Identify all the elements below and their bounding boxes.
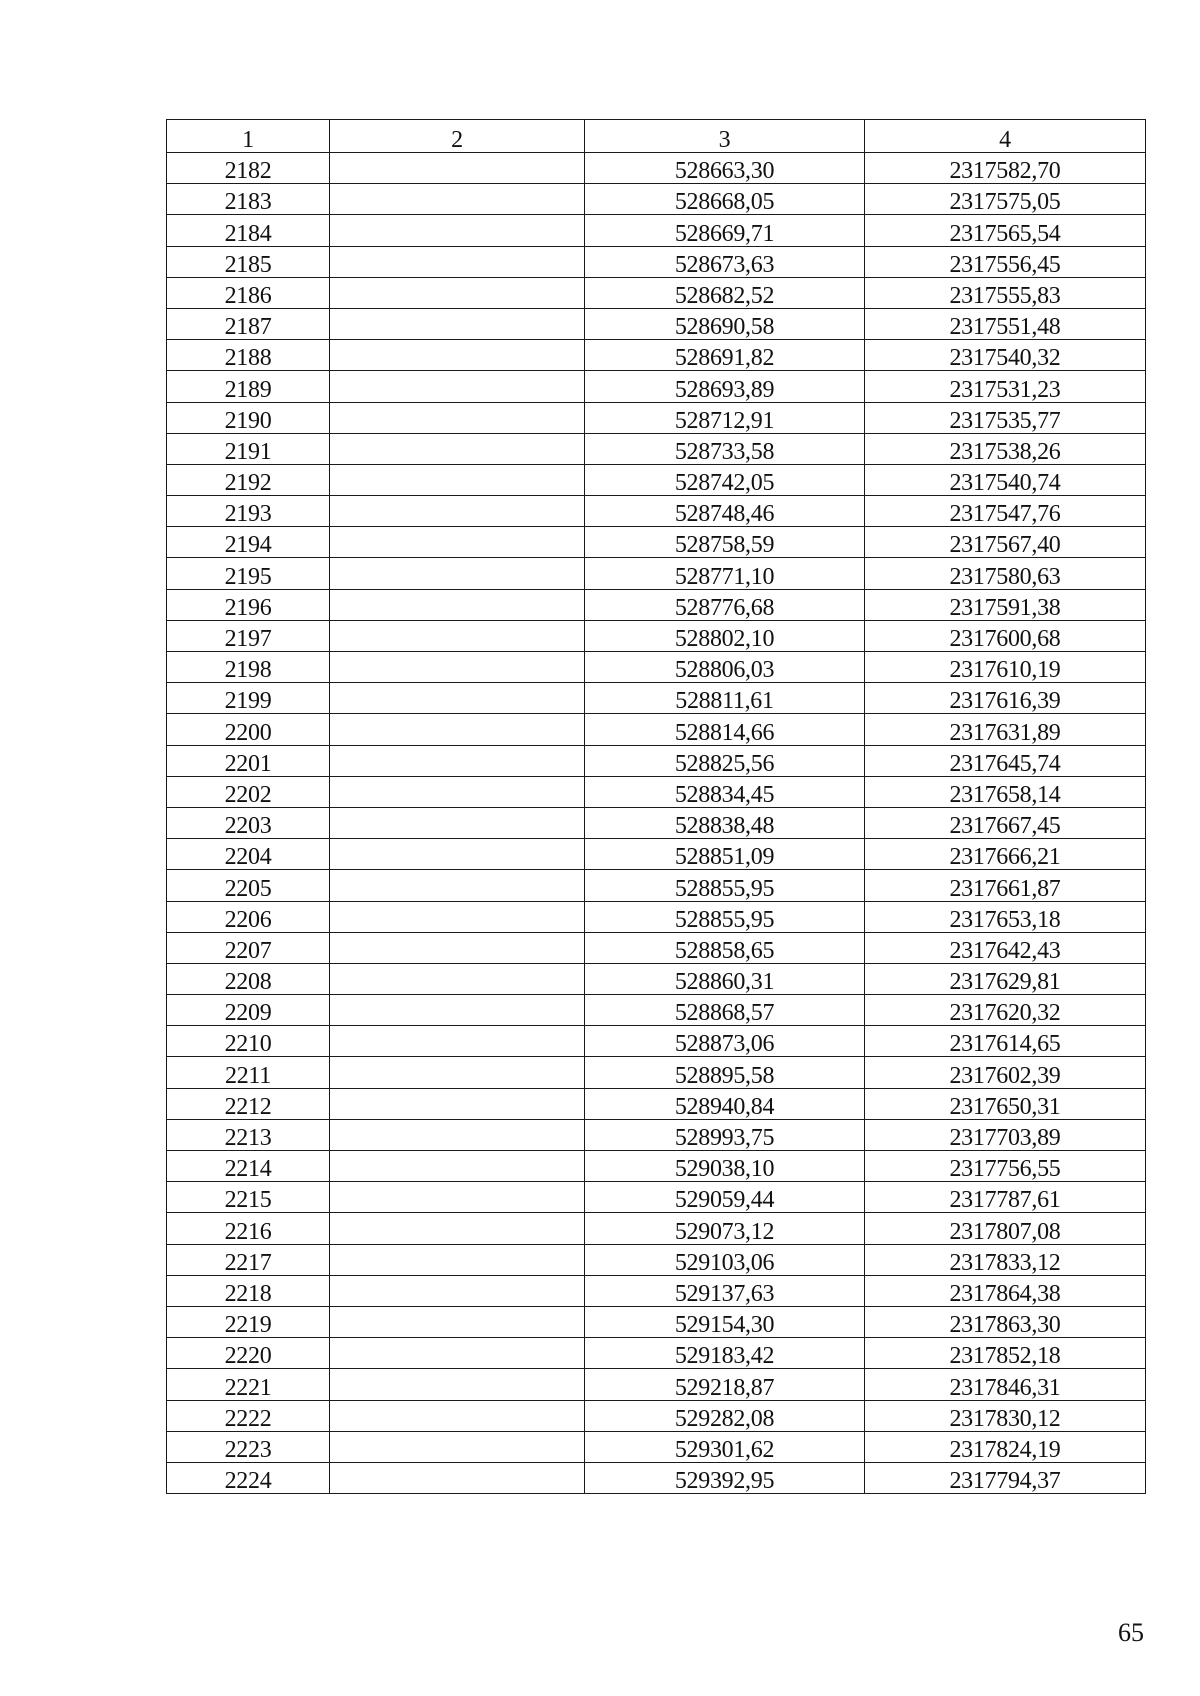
col-2-cell (330, 308, 585, 339)
col-2-cell (330, 402, 585, 433)
x-coordinate-cell: 528669,71 (585, 215, 865, 246)
y-coordinate-cell: 2317852,18 (865, 1338, 1146, 1369)
point-number-cell: 2191 (167, 433, 330, 464)
table-row (167, 1182, 1146, 1213)
point-number-cell: 2213 (167, 1119, 330, 1150)
y-coordinate-cell: 2317614,65 (865, 1026, 1146, 1057)
table-row (167, 1369, 1146, 1400)
col-2-cell (330, 839, 585, 870)
point-number-cell: 2201 (167, 745, 330, 776)
table-row (167, 932, 1146, 963)
table-row (167, 807, 1146, 838)
point-number-cell: 2216 (167, 1213, 330, 1244)
y-coordinate-cell: 2317830,12 (865, 1400, 1146, 1431)
col-2-cell (330, 371, 585, 402)
point-number-cell: 2217 (167, 1244, 330, 1275)
col-2-cell (330, 1338, 585, 1369)
x-coordinate-cell: 528834,45 (585, 776, 865, 807)
col-2-cell (330, 776, 585, 807)
col-2-cell (330, 745, 585, 776)
point-number-cell: 2199 (167, 683, 330, 714)
point-number-cell: 2183 (167, 184, 330, 215)
point-number-cell: 2184 (167, 215, 330, 246)
table-row (167, 1400, 1146, 1431)
col-2-cell (330, 652, 585, 683)
header-col-2: 2 (330, 120, 585, 153)
col-2-cell (330, 1088, 585, 1119)
y-coordinate-cell: 2317565,54 (865, 215, 1146, 246)
table-row (167, 246, 1146, 277)
table-row (167, 1338, 1146, 1369)
col-2-cell (330, 1026, 585, 1057)
y-coordinate-cell: 2317582,70 (865, 153, 1146, 184)
point-number-cell: 2194 (167, 527, 330, 558)
table-row (167, 1119, 1146, 1150)
table-row (167, 745, 1146, 776)
x-coordinate-cell: 528825,56 (585, 745, 865, 776)
y-coordinate-cell: 2317666,21 (865, 839, 1146, 870)
table-row (167, 527, 1146, 558)
table-row (167, 683, 1146, 714)
x-coordinate-cell: 528858,65 (585, 932, 865, 963)
point-number-cell: 2209 (167, 995, 330, 1026)
y-coordinate-cell: 2317645,74 (865, 745, 1146, 776)
col-2-cell (330, 683, 585, 714)
point-number-cell: 2220 (167, 1338, 330, 1369)
col-2-cell (330, 558, 585, 589)
y-coordinate-cell: 2317540,32 (865, 340, 1146, 371)
x-coordinate-cell: 529282,08 (585, 1400, 865, 1431)
header-col-4: 4 (865, 120, 1146, 153)
col-2-cell (330, 246, 585, 277)
x-coordinate-cell: 529183,42 (585, 1338, 865, 1369)
table-row (167, 184, 1146, 215)
col-2-cell (330, 1369, 585, 1400)
table-body (167, 153, 1146, 1494)
x-coordinate-cell: 529073,12 (585, 1213, 865, 1244)
point-number-cell: 2186 (167, 277, 330, 308)
table-row (167, 1057, 1146, 1088)
x-coordinate-cell: 528851,09 (585, 839, 865, 870)
x-coordinate-cell: 528855,95 (585, 901, 865, 932)
table-row (167, 464, 1146, 495)
x-coordinate-cell: 528776,68 (585, 589, 865, 620)
y-coordinate-cell: 2317551,48 (865, 308, 1146, 339)
x-coordinate-cell: 528690,58 (585, 308, 865, 339)
x-coordinate-cell: 529103,06 (585, 1244, 865, 1275)
x-coordinate-cell: 528811,61 (585, 683, 865, 714)
x-coordinate-cell: 528673,63 (585, 246, 865, 277)
col-2-cell (330, 184, 585, 215)
x-coordinate-cell: 528742,05 (585, 464, 865, 495)
table-row (167, 1213, 1146, 1244)
y-coordinate-cell: 2317531,23 (865, 371, 1146, 402)
x-coordinate-cell: 528712,91 (585, 402, 865, 433)
table-row (167, 714, 1146, 745)
y-coordinate-cell: 2317846,31 (865, 1369, 1146, 1400)
y-coordinate-cell: 2317610,19 (865, 652, 1146, 683)
y-coordinate-cell: 2317616,39 (865, 683, 1146, 714)
table-row (167, 995, 1146, 1026)
x-coordinate-cell: 528855,95 (585, 870, 865, 901)
header-col-1: 1 (167, 120, 330, 153)
x-coordinate-cell: 529301,62 (585, 1431, 865, 1462)
y-coordinate-cell: 2317620,32 (865, 995, 1146, 1026)
x-coordinate-cell: 528668,05 (585, 184, 865, 215)
y-coordinate-cell: 2317703,89 (865, 1119, 1146, 1150)
y-coordinate-cell: 2317650,31 (865, 1088, 1146, 1119)
col-2-cell (330, 277, 585, 308)
y-coordinate-cell: 2317653,18 (865, 901, 1146, 932)
table-row (167, 870, 1146, 901)
y-coordinate-cell: 2317631,89 (865, 714, 1146, 745)
y-coordinate-cell: 2317575,05 (865, 184, 1146, 215)
x-coordinate-cell: 529392,95 (585, 1462, 865, 1493)
y-coordinate-cell: 2317756,55 (865, 1151, 1146, 1182)
col-2-cell (330, 589, 585, 620)
col-2-cell (330, 527, 585, 558)
x-coordinate-cell: 529038,10 (585, 1151, 865, 1182)
point-number-cell: 2223 (167, 1431, 330, 1462)
x-coordinate-cell: 529154,30 (585, 1306, 865, 1337)
col-2-cell (330, 1057, 585, 1088)
point-number-cell: 2187 (167, 308, 330, 339)
table-row (167, 153, 1146, 184)
point-number-cell: 2188 (167, 340, 330, 371)
x-coordinate-cell: 528802,10 (585, 620, 865, 651)
x-coordinate-cell: 528860,31 (585, 963, 865, 994)
y-coordinate-cell: 2317661,87 (865, 870, 1146, 901)
x-coordinate-cell: 528693,89 (585, 371, 865, 402)
point-number-cell: 2210 (167, 1026, 330, 1057)
y-coordinate-cell: 2317794,37 (865, 1462, 1146, 1493)
x-coordinate-cell: 529059,44 (585, 1182, 865, 1213)
y-coordinate-cell: 2317864,38 (865, 1275, 1146, 1306)
page-number: 65 (1118, 1618, 1144, 1647)
y-coordinate-cell: 2317580,63 (865, 558, 1146, 589)
table-row (167, 839, 1146, 870)
x-coordinate-cell: 528733,58 (585, 433, 865, 464)
y-coordinate-cell: 2317787,61 (865, 1182, 1146, 1213)
col-2-cell (330, 1462, 585, 1493)
col-2-cell (330, 433, 585, 464)
y-coordinate-cell: 2317555,83 (865, 277, 1146, 308)
table-row (167, 371, 1146, 402)
point-number-cell: 2207 (167, 932, 330, 963)
coordinates-table (166, 119, 1146, 1494)
col-2-cell (330, 1119, 585, 1150)
table-row (167, 901, 1146, 932)
point-number-cell: 2222 (167, 1400, 330, 1431)
table-row (167, 1088, 1146, 1119)
point-number-cell: 2219 (167, 1306, 330, 1337)
col-2-cell (330, 340, 585, 371)
col-2-cell (330, 807, 585, 838)
col-2-cell (330, 870, 585, 901)
table-row (167, 1431, 1146, 1462)
table-row (167, 308, 1146, 339)
col-2-cell (330, 1213, 585, 1244)
table-row (167, 433, 1146, 464)
x-coordinate-cell: 528691,82 (585, 340, 865, 371)
col-2-cell (330, 1306, 585, 1337)
col-2-cell (330, 1151, 585, 1182)
x-coordinate-cell: 528748,46 (585, 496, 865, 527)
col-2-cell (330, 464, 585, 495)
table-row (167, 1306, 1146, 1337)
point-number-cell: 2189 (167, 371, 330, 402)
x-coordinate-cell: 528895,58 (585, 1057, 865, 1088)
point-number-cell: 2197 (167, 620, 330, 651)
x-coordinate-cell: 529137,63 (585, 1275, 865, 1306)
table-row (167, 1244, 1146, 1275)
col-2-cell (330, 714, 585, 745)
point-number-cell: 2218 (167, 1275, 330, 1306)
point-number-cell: 2193 (167, 496, 330, 527)
y-coordinate-cell: 2317535,77 (865, 402, 1146, 433)
table-row (167, 1462, 1146, 1493)
table-row (167, 340, 1146, 371)
point-number-cell: 2212 (167, 1088, 330, 1119)
col-2-cell (330, 1431, 585, 1462)
point-number-cell: 2190 (167, 402, 330, 433)
header-col-3: 3 (585, 120, 865, 153)
point-number-cell: 2224 (167, 1462, 330, 1493)
y-coordinate-cell: 2317629,81 (865, 963, 1146, 994)
y-coordinate-cell: 2317538,26 (865, 433, 1146, 464)
y-coordinate-cell: 2317642,43 (865, 932, 1146, 963)
col-2-cell (330, 901, 585, 932)
col-2-cell (330, 1244, 585, 1275)
x-coordinate-cell: 528806,03 (585, 652, 865, 683)
y-coordinate-cell: 2317602,39 (865, 1057, 1146, 1088)
table-row (167, 963, 1146, 994)
y-coordinate-cell: 2317591,38 (865, 589, 1146, 620)
y-coordinate-cell: 2317547,76 (865, 496, 1146, 527)
point-number-cell: 2182 (167, 153, 330, 184)
table-row (167, 1026, 1146, 1057)
table-row (167, 496, 1146, 527)
col-2-cell (330, 215, 585, 246)
point-number-cell: 2192 (167, 464, 330, 495)
point-number-cell: 2204 (167, 839, 330, 870)
y-coordinate-cell: 2317658,14 (865, 776, 1146, 807)
x-coordinate-cell: 528682,52 (585, 277, 865, 308)
y-coordinate-cell: 2317807,08 (865, 1213, 1146, 1244)
y-coordinate-cell: 2317863,30 (865, 1306, 1146, 1337)
y-coordinate-cell: 2317567,40 (865, 527, 1146, 558)
table-row (167, 215, 1146, 246)
col-2-cell (330, 963, 585, 994)
y-coordinate-cell: 2317540,74 (865, 464, 1146, 495)
point-number-cell: 2205 (167, 870, 330, 901)
table-row (167, 277, 1146, 308)
table-row (167, 652, 1146, 683)
point-number-cell: 2198 (167, 652, 330, 683)
x-coordinate-cell: 528771,10 (585, 558, 865, 589)
point-number-cell: 2215 (167, 1182, 330, 1213)
table-row (167, 1275, 1146, 1306)
col-2-cell (330, 620, 585, 651)
col-2-cell (330, 1275, 585, 1306)
y-coordinate-cell: 2317667,45 (865, 807, 1146, 838)
table-row (167, 620, 1146, 651)
point-number-cell: 2202 (167, 776, 330, 807)
x-coordinate-cell: 528758,59 (585, 527, 865, 558)
point-number-cell: 2196 (167, 589, 330, 620)
x-coordinate-cell: 528993,75 (585, 1119, 865, 1150)
col-2-cell (330, 995, 585, 1026)
table-header-row (167, 120, 1146, 153)
point-number-cell: 2185 (167, 246, 330, 277)
y-coordinate-cell: 2317556,45 (865, 246, 1146, 277)
point-number-cell: 2214 (167, 1151, 330, 1182)
x-coordinate-cell: 529218,87 (585, 1369, 865, 1400)
col-2-cell (330, 496, 585, 527)
col-2-cell (330, 153, 585, 184)
point-number-cell: 2200 (167, 714, 330, 745)
point-number-cell: 2208 (167, 963, 330, 994)
table-row (167, 402, 1146, 433)
x-coordinate-cell: 528663,30 (585, 153, 865, 184)
x-coordinate-cell: 528868,57 (585, 995, 865, 1026)
table-row (167, 1151, 1146, 1182)
point-number-cell: 2206 (167, 901, 330, 932)
x-coordinate-cell: 528940,84 (585, 1088, 865, 1119)
y-coordinate-cell: 2317600,68 (865, 620, 1146, 651)
x-coordinate-cell: 528873,06 (585, 1026, 865, 1057)
table-row (167, 589, 1146, 620)
point-number-cell: 2195 (167, 558, 330, 589)
col-2-cell (330, 1400, 585, 1431)
x-coordinate-cell: 528838,48 (585, 807, 865, 838)
col-2-cell (330, 1182, 585, 1213)
point-number-cell: 2203 (167, 807, 330, 838)
point-number-cell: 2211 (167, 1057, 330, 1088)
y-coordinate-cell: 2317824,19 (865, 1431, 1146, 1462)
y-coordinate-cell: 2317833,12 (865, 1244, 1146, 1275)
table-row (167, 776, 1146, 807)
point-number-cell: 2221 (167, 1369, 330, 1400)
x-coordinate-cell: 528814,66 (585, 714, 865, 745)
col-2-cell (330, 932, 585, 963)
table-row (167, 558, 1146, 589)
